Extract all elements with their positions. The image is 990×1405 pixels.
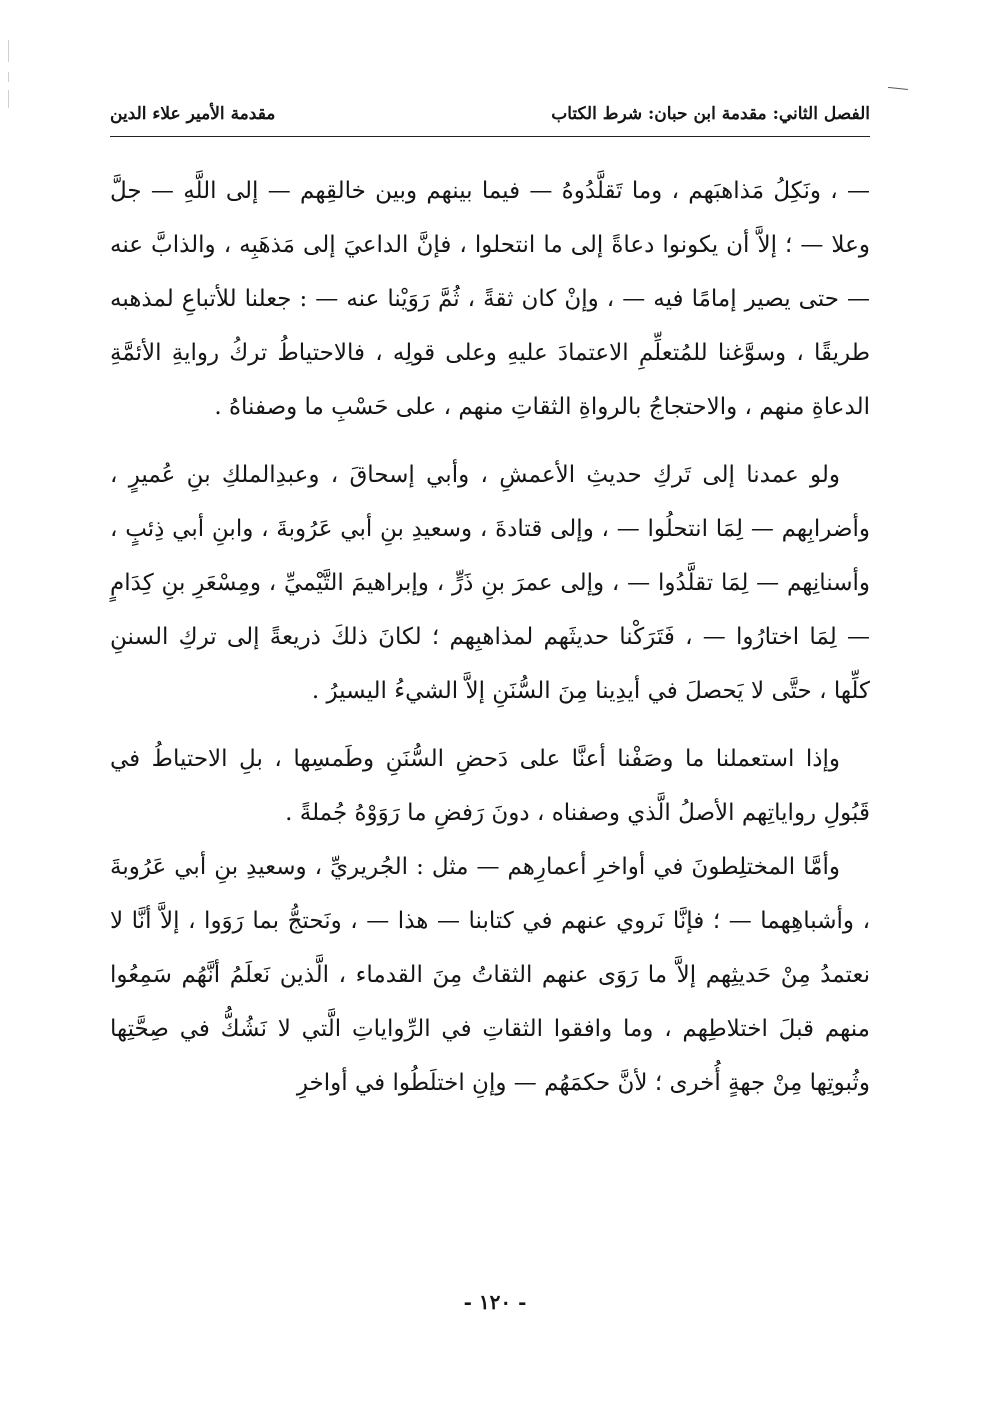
- scan-artifact: [8, 72, 9, 82]
- chapter-title: الفصل الثاني: مقدمة ابن حبان: شرط الكتاب: [551, 104, 870, 124]
- running-header: [110, 100, 870, 134]
- section-title: مقدمة الأمير علاء الدين: [110, 104, 276, 124]
- paragraph: — ، ونَكِلُ مَذاهبَهم ، وما تَقلَّدُوهُ — فيما بينهم وبين خالقِهم — إلى اللَّهِ — جلَّ وعلا — ؛ إلاَّ أن يكونوا دعاةً إلى ما انتحلوا ، فإنَّ الداعيَ إلى مَذهَبِه ، والذابَّ عنه — حتى يصير إمامًا فيه — ، وإنْ كان ثقةً ، ثُمَّ رَوَيْنا عنه — : جعلنا للأتباعِ لمذهبه طريقًا ، وسوَّغنا للمُتعلِّمِ الاعتمادَ عليهِ وعلى قولِه ، فالاحتياطُ تركُ روايةِ الأئمَّةِ الدعاةِ منهم ، والاحتجاجُ بالرواةِ الثقاتِ منهم ، على حَسْبِ ما وصفناهُ .: [110, 178, 871, 420]
- paragraph: وإذا استعملنا ما وصَفْنا أعنَّا على دَحضِ السُّنَنِ وطَمسِها ، بلِ الاحتياطُ في قَبُولِ رواياتِهم الأصلُ الَّذي وصفناه ، دونَ رَفضِ ما رَوَوْهُ جُملةً .: [110, 746, 870, 826]
- paragraph: ولو عمدنا إلى تَركِ حديثِ الأعمشِ ، وأبي إسحاقَ ، وعبدِالملكِ بنِ عُميرٍ ، وأضرابِهم — لِمَا انتحلُوا — ، وإلى قتادةَ ، وسعيدِ بنِ أبي عَرُوبةَ ، وابنِ أبي ذِئبٍ ، وأسنانِهم — لِمَا تقلَّدُوا — ، وإلى عمرَ بنِ ذَرٍّ ، وإبراهيمَ التَّيْميِّ ، ومِسْعَرِ بنِ كِدَامٍ — لِمَا اختارُوا — ، فَتَرَكْنا حديثَهم لمذاهبِهم ؛ لكانَ ذلكَ ذريعةً إلى تركِ السننِ كلِّها ، حتَّى لا يَحصلَ في أيدِينا مِنَ السُّنَنِ إلاَّ الشيءُ اليسيرُ .: [110, 462, 870, 704]
- scan-artifact: [8, 40, 9, 62]
- paragraph: وأمَّا المختلِطونَ في أواخرِ أعمارِهم — مثل : الجُريريِّ ، وسعيدِ بنِ أبي عَرُوبةَ ، وأشباهِهما — ؛ فإنَّا نَروي عنهم في كتابنا — هذا — ، ونَحتجُّ بما رَوَوا ، إلاَّ أنَّا لا نعتمدُ مِنْ حَديثِهم إلاَّ ما رَوَى عنهم الثقاتُ مِنَ القدماء ، الَّذين نَعلَمُ أنَّهُم سَمِعُوا منهم قبلَ اختلاطِهم ، وما وافقوا الثقاتِ في الرِّواياتِ الَّتي لا نَشُكُّ في صِحَّتِها وثُبوتِها مِنْ جهةٍ أُخرى ؛ لأنَّ حكمَهُم — وإنِ اختلَطُوا في أواخرِ: [110, 854, 870, 1096]
- body-text: [110, 164, 870, 1110]
- margin-mark: [888, 87, 908, 90]
- header-rule: [110, 136, 870, 137]
- scan-artifact: [8, 90, 9, 108]
- page-number: - ١٢٠ -: [463, 1290, 527, 1314]
